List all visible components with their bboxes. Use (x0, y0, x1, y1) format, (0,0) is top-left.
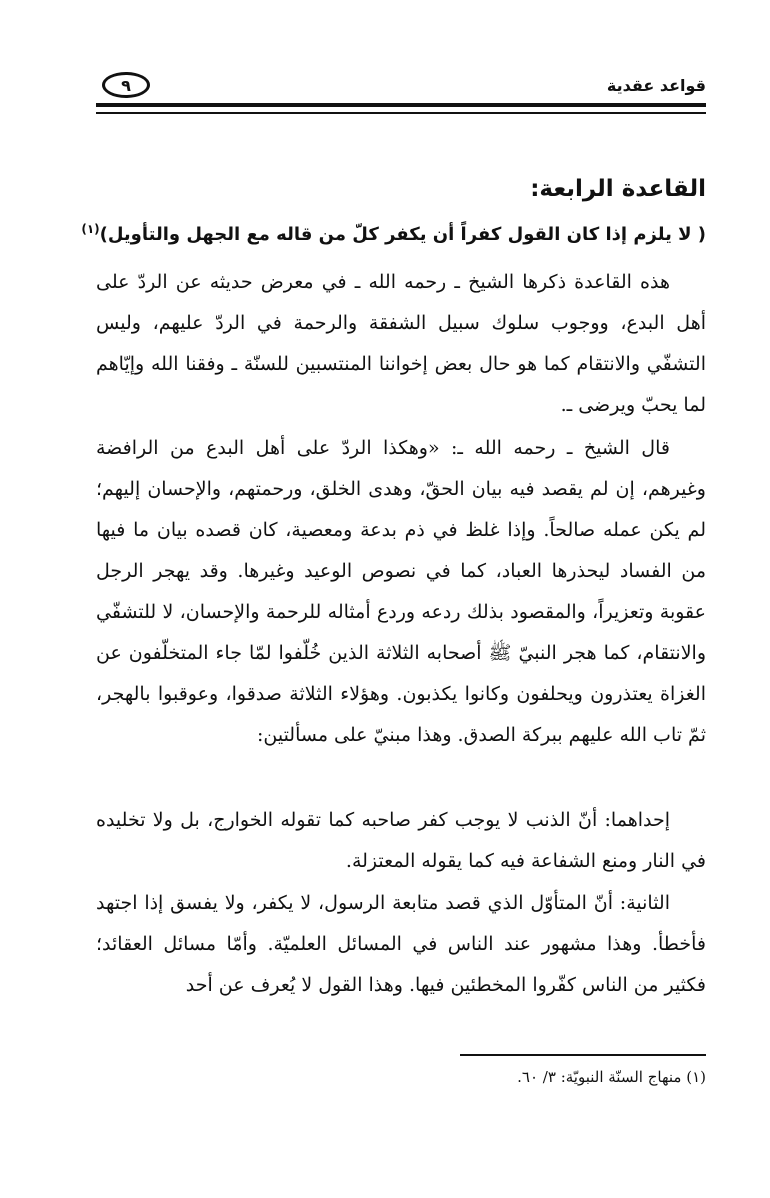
footnote-separator (460, 1054, 706, 1056)
section-heading: القاعدة الرابعة: (530, 176, 706, 202)
footnote-reference: (١) (81, 222, 100, 236)
rule-text: ( لا يلزم إذا كان القول كفراً أن يكفر كلّ من قاله مع الجهل والتأويل) (99, 224, 706, 245)
paragraph-text: إحداهما: أنّ الذنب لا يوجب كفر صاحبه كما تقوله الخوارج، بل ولا تخليده في النار ومنع الشفاعة فيه كما يقوله المعتزلة. (96, 809, 706, 872)
paragraph-text: الثانية: أنّ المتأوّل الذي قصد متابعة الرسول، لا يكفر، ولا يفسق إذا اجتهد فأخطأ. وهذا مشهور عند الناس في المسائل العلميّة. وأمّا مسائل العقائد؛ فكثير من الناس كفّروا المخطئين فيها. وهذا القول لا يُعرف عن أحد (96, 892, 706, 996)
footnote: (١) منهاج السنّة النبويّة: ٣/ ٦٠. (517, 1068, 706, 1086)
paragraph-first-issue (96, 800, 706, 882)
paragraph-quote (96, 428, 706, 756)
page-number-oval (102, 72, 150, 98)
paragraph-text: هذه القاعدة ذكرها الشيخ ـ رحمه الله ـ في معرض حديثه عن الردّ على أهل البدع، ووجوب سلوك سبيل الشفقة والرحمة في الردّ عليهم، وليس التشفّي والانتقام كما هو حال بعض إخواننا المنتسبين للسنّة ـ وفقنا الله وإيّاهم لما يحبّ ويرضى ـ. (96, 271, 706, 416)
paragraph-text: قال الشيخ ـ رحمه الله ـ: «وهكذا الردّ على أهل البدع من الرافضة وغيرهم، إن لم يقصد فيه بيان الحقّ، وهدى الخلق، ورحمتهم، والإحسان إليهم؛ لم يكن عمله صالحاً. وإذا غلظ في ذم بدعة ومعصية، كان قصده بيان ما فيها من الفساد ليحذرها العباد، كما في نصوص الوعيد وغيرها. وقد يهجر الرجل عقوبة وتعزيراً، والمقصود بذلك ردعه وردع أمثاله للرحمة والإحسان، لا للتشفّي والانتقام، كما هجر النبيّ ﷺ أصحابه الثلاثة الذين خُلّفوا لمّا جاء المتخلّفون عن الغزاة يعتذرون ويحلفون وكانوا يكذبون. وهؤلاء الثلاثة صدقوا، وعوقبوا بالهجر، ثمّ تاب الله عليهم ببركة الصدق. وهذا مبنيّ على مسألتين: (96, 437, 706, 746)
header-rule-thin (96, 112, 706, 114)
running-header-title: قواعد عقدية (606, 76, 706, 95)
page-number: ٩ (121, 75, 131, 95)
rule-statement (64, 222, 706, 245)
header-rule-thick (96, 103, 706, 107)
paragraph-second-issue (96, 883, 706, 1006)
paragraph-intro (96, 262, 706, 426)
